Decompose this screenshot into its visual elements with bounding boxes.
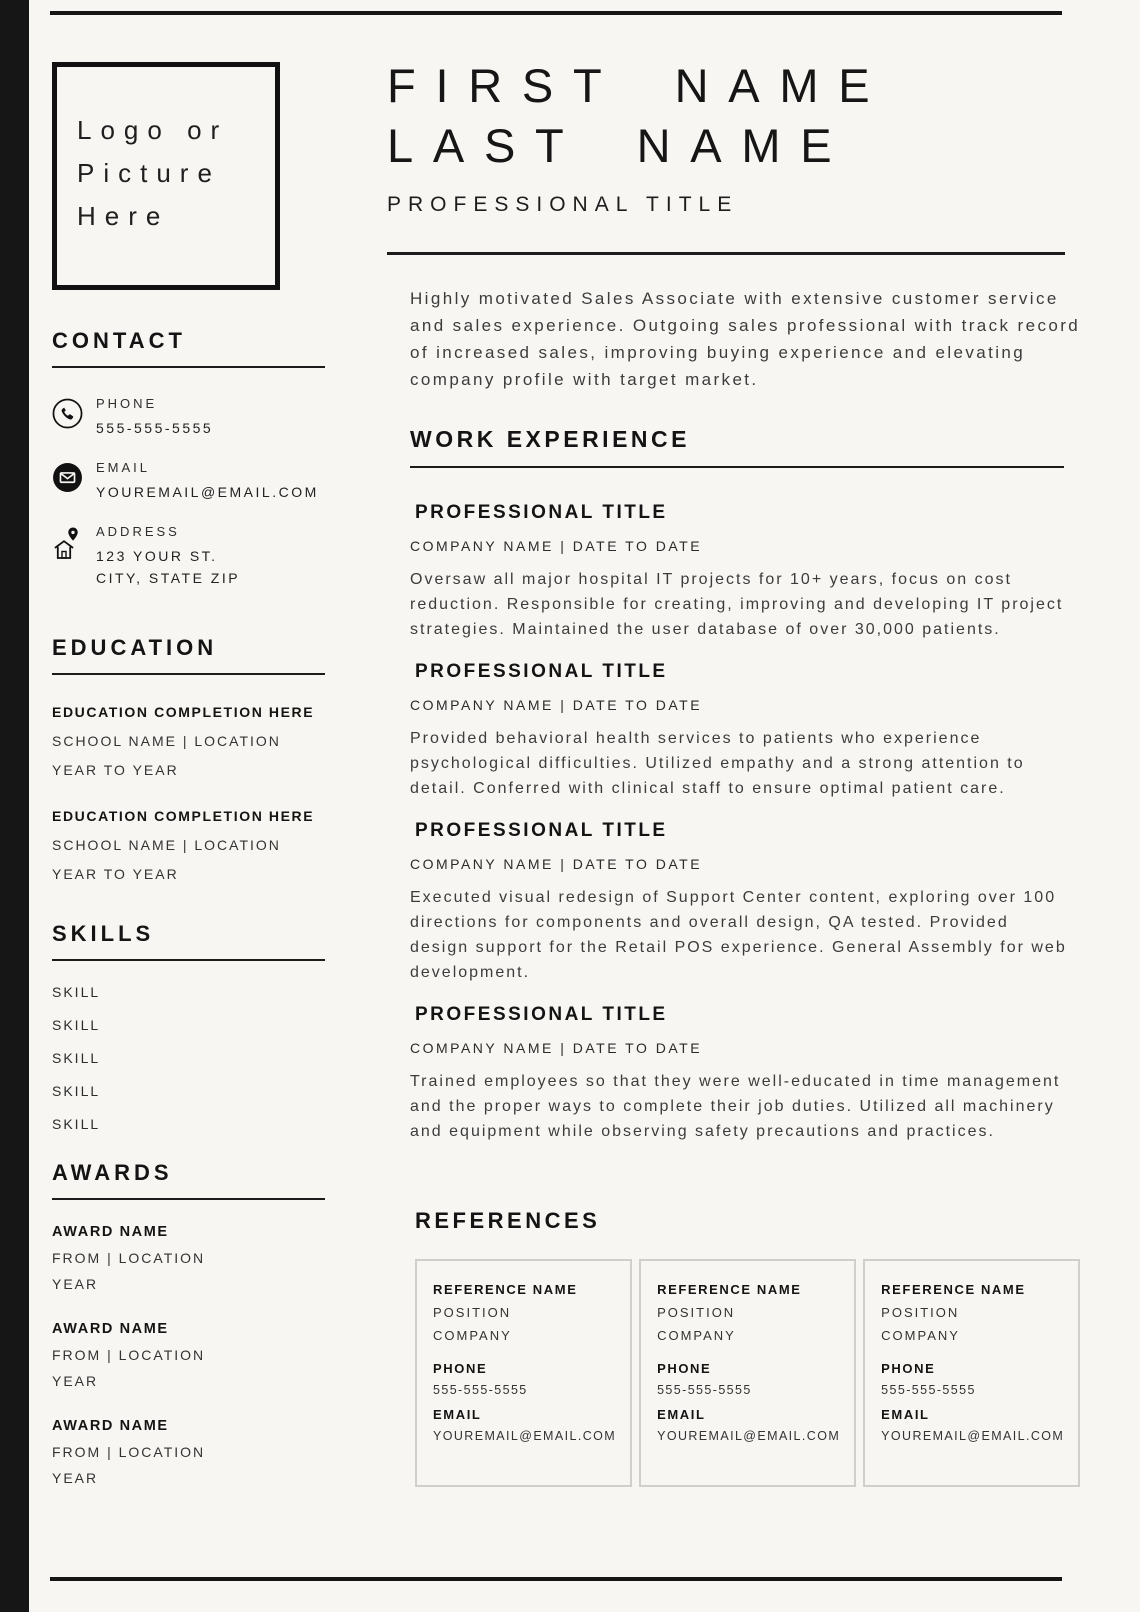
reference-cards [415, 1259, 1065, 1487]
award-year: YEAR [52, 1276, 99, 1292]
reference-contact [657, 1361, 840, 1443]
reference-phone-label: PHONE [881, 1361, 936, 1376]
job-description: Executed visual redesign of Support Center content, exploring over 100 directions for components and overall design, QA tested. Provided design support for the Retail POS experience. General Assembly for web development. [410, 889, 1067, 981]
reference-email-label: EMAIL [433, 1407, 482, 1422]
logo-text-line: Picture [77, 158, 221, 188]
job-title: PROFESSIONAL TITLE [415, 820, 668, 841]
award-name: AWARD NAME [52, 1418, 169, 1434]
reference-card [639, 1259, 856, 1487]
award-name: AWARD NAME [52, 1321, 169, 1337]
left-accent-bar [0, 0, 29, 1612]
reference-company: COMPANY [433, 1328, 512, 1343]
job-company-dates: COMPANY NAME | DATE TO DATE [410, 538, 703, 554]
education-years: YEAR TO YEAR [52, 866, 179, 882]
contact-phone-row [52, 396, 361, 439]
awards-heading: AWARDS [52, 1160, 173, 1185]
job-description: Oversaw all major hospital IT projects for 10+ years, focus on cost reduction. Responsible for creating, improving and developing IT project strategies. Maintained the user database of over 30,000 patients. [410, 571, 1064, 638]
education-title: EDUCATION COMPLETION HERE [52, 704, 315, 720]
job-entry [410, 502, 1092, 642]
reference-contact [433, 1361, 616, 1443]
name-block [387, 56, 1092, 217]
education-years: YEAR TO YEAR [52, 762, 179, 778]
email-label: EMAIL [96, 460, 151, 475]
references-section [410, 1208, 1092, 1487]
job-title: PROFESSIONAL TITLE [415, 502, 668, 523]
sidebar [29, 0, 361, 1612]
skills-heading-rule [52, 959, 325, 961]
job-description: Provided behavioral health services to patients who experience psychological difficulties. Utilized empathy and a strong attention to detail. Conferred with clinical staff to ensure optimal patient care. [410, 730, 1025, 797]
address-line-2: CITY, STATE ZIP [96, 570, 241, 586]
contact-heading: CONTACT [52, 328, 186, 353]
award-name: AWARD NAME [52, 1224, 169, 1240]
award-year: YEAR [52, 1470, 99, 1486]
skills-section [52, 921, 361, 1132]
last-name: LAST NAME [387, 119, 852, 172]
job-description: Trained employees so that they were well-educated in time management and the proper ways to complete their job duties. Utilized all machinery and equipment while observing safety precautions and practices. [410, 1073, 1061, 1140]
reference-contact [881, 1361, 1064, 1443]
work-experience-list [410, 502, 1092, 1144]
award-from: FROM | LOCATION [52, 1347, 206, 1363]
contact-heading-rule [52, 366, 325, 368]
address-icon [52, 526, 84, 567]
skills-heading: SKILLS [52, 921, 155, 946]
contact-address-row [52, 524, 361, 589]
job-entry [410, 820, 1092, 985]
education-item [52, 698, 361, 785]
reference-email-value: YOUREMAIL@EMAIL.COM [433, 1429, 617, 1443]
first-name: FIRST NAME [387, 59, 890, 112]
award-from: FROM | LOCATION [52, 1250, 206, 1266]
skill-item: SKILL [52, 984, 101, 1000]
skill-item: SKILL [52, 1017, 101, 1033]
reference-phone-value: 555-555-5555 [433, 1383, 528, 1397]
logo-text-line: Here [77, 201, 170, 231]
skill-item: SKILL [52, 1083, 101, 1099]
job-company-dates: COMPANY NAME | DATE TO DATE [410, 856, 703, 872]
education-heading-rule [52, 673, 325, 675]
job-company-dates: COMPANY NAME | DATE TO DATE [410, 1040, 703, 1056]
education-section [52, 635, 361, 889]
reference-position: POSITION [881, 1305, 960, 1320]
summary-paragraph: Highly motivated Sales Associate with extensive customer service and sales experience. Outgoing sales professional with track record of increased sales, improving buying experience and elevating company profile with target market. [410, 289, 1081, 389]
logo-text-line: Logo or [77, 115, 229, 145]
education-item [52, 802, 361, 889]
reference-email-label: EMAIL [657, 1407, 706, 1422]
contact-email-row [52, 460, 361, 503]
reference-email-label: EMAIL [881, 1407, 930, 1422]
education-school: SCHOOL NAME | LOCATION [52, 837, 281, 853]
reference-company: COMPANY [657, 1328, 736, 1343]
job-title: PROFESSIONAL TITLE [415, 1004, 668, 1025]
job-entry [410, 1004, 1092, 1144]
reference-card [415, 1259, 632, 1487]
reference-name: REFERENCE NAME [657, 1282, 802, 1297]
phone-icon [52, 398, 84, 434]
logo-placeholder [52, 62, 280, 290]
awards-heading-rule [52, 1198, 325, 1200]
award-item [52, 1219, 361, 1297]
award-item [52, 1316, 361, 1394]
email-icon [52, 462, 84, 498]
contact-list [52, 396, 361, 589]
education-school: SCHOOL NAME | LOCATION [52, 733, 281, 749]
main-column [361, 0, 1140, 1612]
email-value[interactable]: YOUREMAIL@EMAIL.COM [96, 484, 319, 500]
skill-item: SKILL [52, 1050, 101, 1066]
work-experience-rule [410, 466, 1064, 468]
job-entry [410, 661, 1092, 801]
education-heading: EDUCATION [52, 635, 218, 660]
resume-page [29, 0, 1140, 1612]
skills-list [52, 984, 361, 1132]
awards-section [52, 1160, 361, 1491]
reference-name: REFERENCE NAME [881, 1282, 1026, 1297]
address-label: ADDRESS [96, 524, 180, 539]
reference-name: REFERENCE NAME [433, 1282, 578, 1297]
reference-email-value: YOUREMAIL@EMAIL.COM [881, 1429, 1065, 1443]
award-from: FROM | LOCATION [52, 1444, 206, 1460]
reference-position: POSITION [433, 1305, 512, 1320]
header-divider [387, 252, 1065, 255]
phone-label: PHONE [96, 396, 158, 411]
award-year: YEAR [52, 1373, 99, 1389]
phone-value: 555-555-5555 [96, 420, 214, 436]
job-company-dates: COMPANY NAME | DATE TO DATE [410, 697, 703, 713]
reference-phone-label: PHONE [433, 1361, 488, 1376]
education-title: EDUCATION COMPLETION HERE [52, 808, 315, 824]
reference-phone-value: 555-555-5555 [657, 1383, 752, 1397]
reference-phone-label: PHONE [657, 1361, 712, 1376]
work-experience-section-header [410, 426, 1092, 468]
reference-position: POSITION [657, 1305, 736, 1320]
reference-phone-value: 555-555-5555 [881, 1383, 976, 1397]
reference-card [863, 1259, 1080, 1487]
skill-item: SKILL [52, 1116, 101, 1132]
job-title: PROFESSIONAL TITLE [415, 661, 668, 682]
work-experience-heading: WORK EXPERIENCE [410, 426, 690, 452]
reference-company: COMPANY [881, 1328, 960, 1343]
award-item [52, 1413, 361, 1491]
professional-title: PROFESSIONAL TITLE [387, 193, 739, 216]
contact-section [52, 328, 361, 589]
address-line-1: 123 YOUR ST. [96, 548, 218, 564]
references-heading: REFERENCES [415, 1208, 601, 1233]
reference-email-value: YOUREMAIL@EMAIL.COM [657, 1429, 841, 1443]
